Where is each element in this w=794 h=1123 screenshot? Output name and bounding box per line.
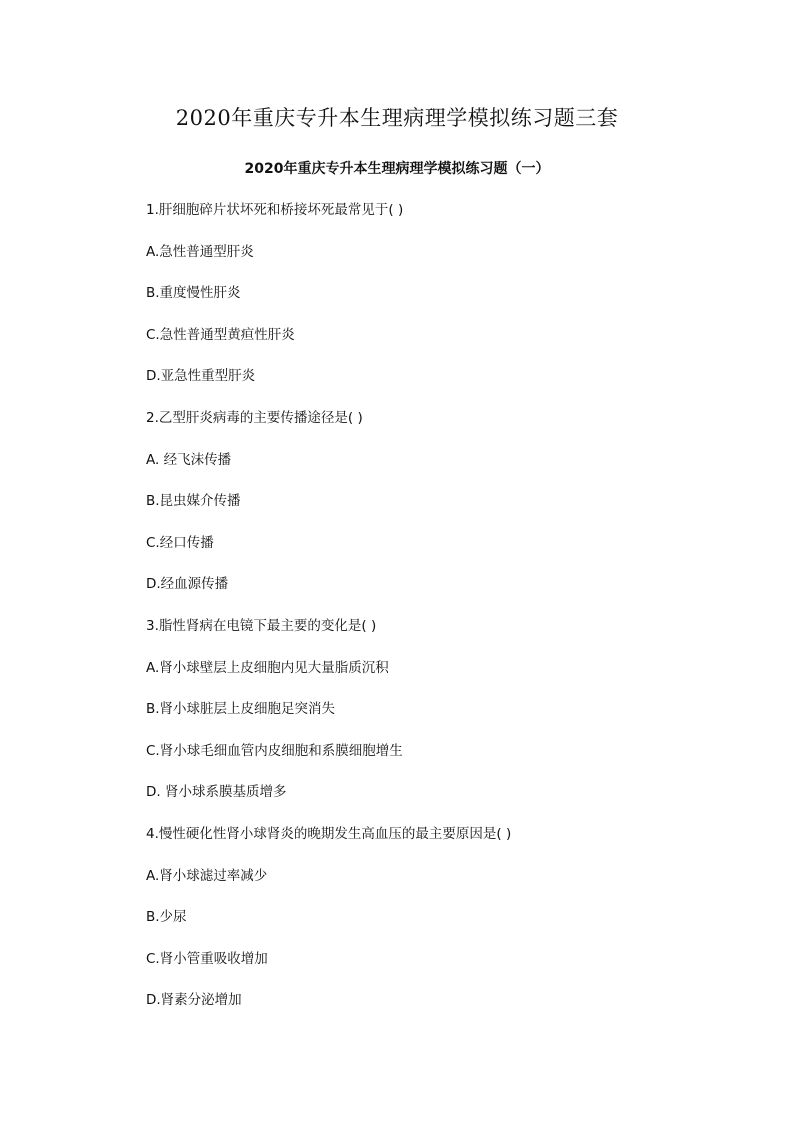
question-2-option-b: B.昆虫媒介传播 (146, 493, 241, 510)
question-4-option-d: D.肾素分泌增加 (146, 992, 242, 1009)
question-1-option-a: A.急性普通型肝炎 (146, 243, 254, 260)
question-1-option-b: B.重度慢性肝炎 (146, 285, 241, 302)
question-3-option-b: B.肾小球脏层上皮细胞足突消失 (146, 701, 336, 718)
question-1-option-d: D.亚急性重型肝炎 (146, 368, 256, 385)
question-1-option-c: C.急性普通型黄疸性肝炎 (146, 326, 295, 343)
section-title: 2020年重庆专升本生理病理学模拟练习题（一） (244, 161, 550, 177)
question-4-option-c: C.肾小管重吸收增加 (146, 950, 268, 967)
question-list (146, 200, 746, 1032)
question-3-option-c: C.肾小球毛细血管内皮细胞和系膜细胞增生 (146, 742, 403, 759)
question-1-stem: 1.肝细胞碎片状坏死和桥接坏死最常见于( ) (146, 202, 404, 218)
question-3-option-d: D. 肾小球系膜基质增多 (146, 784, 287, 801)
question-4-stem: 4.慢性硬化性肾小球肾炎的晚期发生高血压的最主要原因是( ) (146, 825, 512, 842)
question-2-option-d: D.经血源传播 (146, 576, 229, 593)
document-title: 2020年重庆专升本生理病理学模拟练习题三套 (175, 106, 619, 130)
question-3-option-a: A.肾小球壁层上皮细胞内见大量脂质沉积 (146, 659, 389, 676)
question-2-stem: 2.乙型肝炎病毒的主要传播途径是( ) (146, 409, 363, 426)
question-4-option-a: A.肾小球滤过率减少 (146, 867, 268, 884)
question-2-option-a: A. 经飞沫传播 (146, 451, 232, 468)
question-4-option-b: B.少尿 (146, 909, 187, 926)
question-2-option-c: C.经口传播 (146, 534, 214, 551)
question-3-stem: 3.脂性肾病在电镜下最主要的变化是( ) (146, 617, 377, 634)
